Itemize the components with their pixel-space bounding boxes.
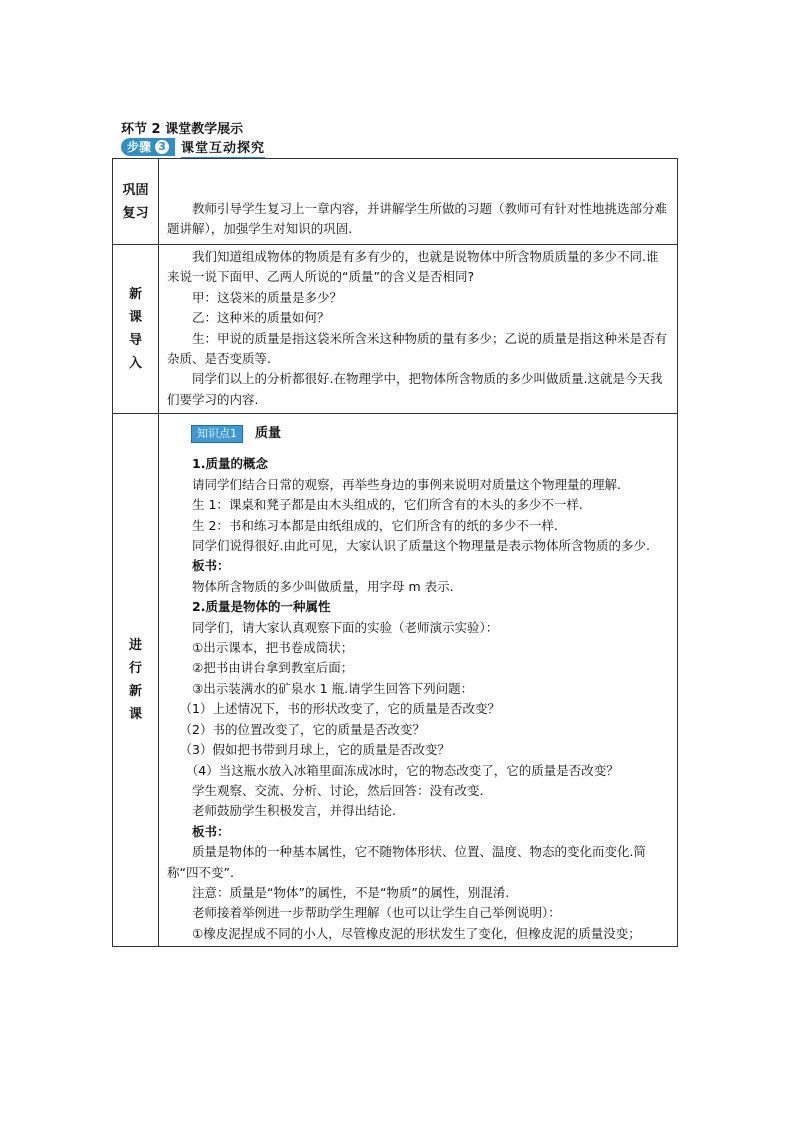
lesson-line: 注意：质量是“物体”的属性，不是“物质”的属性，别混淆. <box>192 884 510 900</box>
step-number: 3 <box>155 140 169 154</box>
lesson-line: ②把书由讲台拿到教室后面； <box>192 660 354 676</box>
lesson-line: 请同学们结合日常的观察，再举些身边的事例来说明对质量这个物理量的理解. <box>192 476 621 492</box>
intro-label <box>113 245 159 414</box>
intro-p2: 甲：这袋米的质量是多少？ <box>192 289 343 305</box>
intro-p1: 我们知道组成物体的物质是有多有少的，也就是说物体中所含物质质量的多少不同.谁来说一说下面甲、乙两人所说的“质量”的含义是否相同? <box>167 249 659 285</box>
intro-label-line-4: 入 <box>128 356 142 371</box>
lesson-line: ①出示课本，把书卷成筒状； <box>192 640 354 656</box>
step-header <box>121 138 265 156</box>
lesson-label-line-3: 新 <box>128 684 142 700</box>
knowledge-point-title: 质量 <box>255 426 282 441</box>
intro-row <box>113 245 678 414</box>
board-label-1: 板书： <box>192 558 230 574</box>
heading-property: 2.质量是物体的一种属性 <box>192 599 331 615</box>
lesson-line: 学生观察、交流、分析、讨论，然后回答：没有改变. <box>192 782 484 798</box>
lesson-line: 老师接着举例进一步帮助学生理解（也可以让学生自己举例说明）： <box>192 905 561 921</box>
lesson-table <box>112 158 678 947</box>
intro-content <box>159 245 678 414</box>
intro-label-line-3: 导 <box>128 333 142 348</box>
review-content <box>159 159 678 245</box>
review-row <box>113 159 678 245</box>
lesson-row <box>113 414 678 947</box>
board-label-2: 板书： <box>192 823 230 839</box>
lesson-label <box>113 414 159 947</box>
step-badge <box>121 138 175 156</box>
question-3: （3）假如把书带到月球上，它的质量是否改变？ <box>179 742 450 758</box>
knowledge-point-header <box>167 424 669 444</box>
lesson-line: 生 1：课桌和凳子都是由木头组成的，它们所含有的木头的多少不一样. <box>192 497 583 513</box>
intro-p3: 乙：这种米的质量如何？ <box>192 310 330 326</box>
step-title: 课堂互动探究 <box>181 137 265 158</box>
intro-p5: 同学们以上的分析都很好.在物理学中，把物体所含物质的多少叫做质量.这就是今天我们要学习的内容. <box>167 371 663 407</box>
board-text-2: 质量是物体的一种基本属性，它不随物体形状、位置、温度、物态的变化而变化.简称“四不变”. <box>167 844 646 880</box>
lesson-content <box>159 414 678 947</box>
lesson-line: 同学们，请大家认真观察下面的实验（老师演示实验）： <box>192 619 499 635</box>
lesson-label-line-4: 课 <box>128 707 142 723</box>
intro-p4: 生：甲说的质量是指这袋米所含米这种物质的量有多少；乙说的质量是指这种米是否有杂质、是否变质等. <box>167 330 668 367</box>
review-label-line-2: 复习 <box>122 205 149 221</box>
lesson-line: 同学们说得很好.由此可见，大家认识了质量这个物理量是表示物体所含物质的多少. <box>192 538 650 554</box>
intro-label-line-2: 课 <box>128 310 142 325</box>
section-title: 环节 2 课堂教学展示 <box>121 122 244 137</box>
question-1: （1）上述情况下，书的形状改变了，它的质量是否改变？ <box>179 701 500 717</box>
lesson-label-line-2: 行 <box>128 661 142 677</box>
lesson-label-line-1: 进 <box>128 638 142 654</box>
knowledge-point-badge: 知识点1 <box>191 425 243 443</box>
review-label-line-1: 巩固 <box>122 182 149 198</box>
lesson-line: ③出示装满水的矿泉水 1 瓶.请学生回答下列问题： <box>192 680 474 696</box>
review-paragraph: 教师引导学生复习上一章内容，并讲解学生所做的习题（教师可有针对性地挑选部分难题讲解），加强学生对知识的巩固. <box>167 201 668 237</box>
intro-label-line-1: 新 <box>128 287 142 302</box>
lesson-line: ①橡皮泥捏成不同的小人，尽管橡皮泥的形状发生了变化，但橡皮泥的质量没变； <box>192 925 641 941</box>
step-label: 步骤 <box>127 140 152 154</box>
lesson-line: 生 2：书和练习本都是由纸组成的，它们所含有的纸的多少不一样. <box>192 517 558 533</box>
board-text-1: 物体所含物质的多少叫做质量，用字母 m 表示. <box>192 578 454 594</box>
question-4: （4）当这瓶水放入冰箱里面冻成冰时，它的物态改变了，它的质量是否改变？ <box>185 762 619 778</box>
question-2: （2）书的位置改变了，它的质量是否改变？ <box>179 721 425 737</box>
heading-concept: 1.质量的概念 <box>192 456 268 472</box>
lesson-line: 老师鼓励学生积极发言，并得出结论. <box>192 803 396 819</box>
review-label <box>113 159 159 245</box>
